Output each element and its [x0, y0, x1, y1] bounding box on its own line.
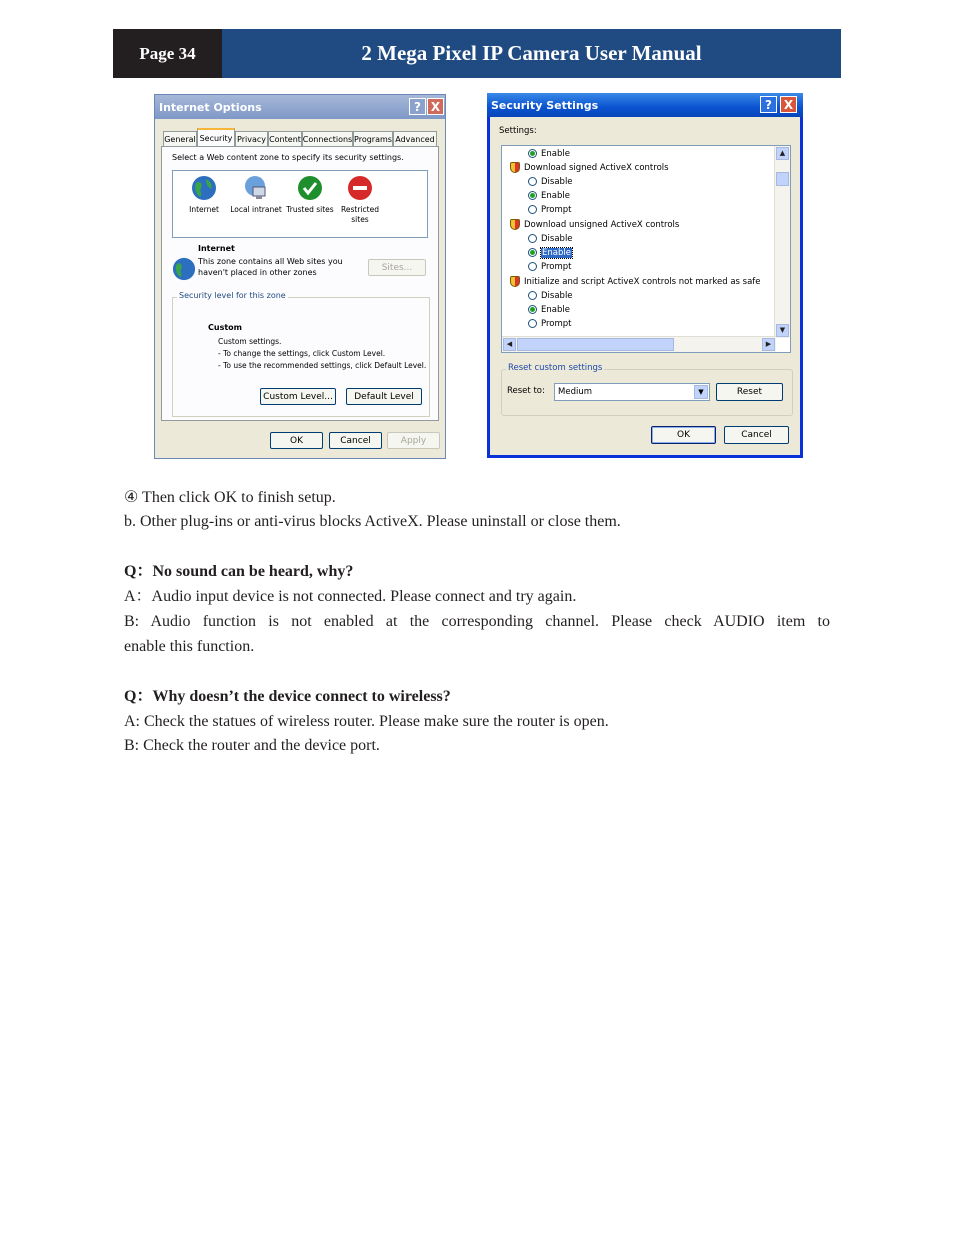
security-level-label: Security level for this zone [179, 291, 286, 300]
security-settings-dialog [487, 93, 803, 458]
computer-globe-icon [243, 175, 269, 201]
tab-security[interactable]: Security [197, 128, 235, 147]
tab-programs[interactable]: Programs [353, 131, 393, 146]
shield-icon [510, 162, 520, 173]
ok-button[interactable]: OK [270, 432, 323, 449]
list-item: Download signed ActiveX controls [510, 161, 669, 174]
custom-line: - To use the recommended settings, click Default Level. [218, 361, 427, 370]
cancel-button[interactable]: Cancel [724, 426, 789, 444]
ok-button[interactable]: OK [651, 426, 716, 444]
list-item[interactable]: Disable [528, 289, 573, 302]
note-b-text: b. Other plug-ins or anti-virus blocks ActiveX. Please uninstall or close them. [124, 513, 621, 530]
radio-button[interactable] [528, 248, 537, 257]
tab-advanced[interactable]: Advanced [393, 131, 437, 146]
reset-to-value: Medium [558, 387, 592, 397]
list-item[interactable]: Enable [528, 147, 570, 160]
custom-level-button[interactable]: Custom Level... [260, 388, 336, 405]
scroll-left-icon[interactable]: ◀ [503, 338, 516, 351]
zone-trusted-sites[interactable] [285, 175, 335, 214]
radio-button[interactable] [528, 262, 537, 271]
zone-description: This zone contains all Web sites you [198, 257, 343, 266]
scroll-up-icon[interactable]: ▲ [776, 147, 789, 160]
list-item[interactable] [528, 246, 572, 259]
zone-description: haven't placed in other zones [198, 268, 317, 277]
horizontal-scrollbar[interactable] [502, 336, 776, 352]
settings-list[interactable] [501, 145, 791, 353]
list-item[interactable]: Prompt [528, 203, 572, 216]
internet-options-title: Internet Options [159, 100, 262, 114]
answer-b-text: B: Check the router and the device port. [124, 737, 380, 754]
custom-title: Custom [208, 323, 242, 332]
globe-icon [172, 257, 196, 281]
zone-title: Internet [198, 244, 235, 253]
restricted-icon [347, 175, 373, 201]
zone-list [172, 170, 428, 238]
close-icon[interactable]: X [427, 98, 444, 115]
radio-button[interactable] [528, 234, 537, 243]
help-icon[interactable]: ? [760, 96, 777, 113]
zone-restricted-sites[interactable] [337, 175, 383, 225]
help-icon[interactable]: ? [409, 98, 426, 115]
settings-label: Settings: [499, 126, 537, 136]
zone-label: Local intranet [230, 205, 282, 214]
answer-a-text: A: Check the statues of wireless router. Please make sure the router is open. [124, 713, 609, 730]
vertical-scrollbar[interactable] [774, 146, 790, 338]
default-level-button[interactable]: Default Level [346, 388, 422, 405]
reset-button[interactable]: Reset [716, 383, 783, 401]
tab-privacy[interactable]: Privacy [235, 131, 268, 146]
custom-line: - To change the settings, click Custom Level. [218, 349, 386, 358]
tab-connections[interactable]: Connections [302, 131, 353, 146]
radio-button[interactable] [528, 305, 537, 314]
radio-button[interactable] [528, 205, 537, 214]
page-number: Page 34 [113, 29, 222, 78]
shield-icon [510, 276, 520, 287]
apply-button[interactable]: Apply [387, 432, 440, 449]
sites-button[interactable]: Sites... [368, 259, 426, 276]
manual-title: 2 Mega Pixel IP Camera User Manual [222, 29, 841, 78]
checkmark-icon [297, 175, 323, 201]
list-item[interactable]: Disable [528, 232, 573, 245]
scroll-down-icon[interactable]: ▼ [776, 324, 789, 337]
zone-label: Restricted sites [341, 205, 379, 224]
radio-button[interactable] [528, 177, 537, 186]
reset-group-label: Reset custom settings [508, 363, 603, 373]
security-tab-panel [161, 146, 439, 421]
scroll-thumb[interactable] [517, 338, 674, 351]
chevron-down-icon[interactable]: ▼ [694, 385, 708, 399]
reset-to-select[interactable] [554, 383, 710, 401]
answer-a-text: A：Audio input device is not connected. Please connect and try again. [124, 588, 577, 605]
radio-button[interactable] [528, 291, 537, 300]
zone-label: Trusted sites [286, 205, 334, 214]
close-icon[interactable]: X [780, 96, 797, 113]
step-4-text: ④ Then click OK to finish setup. [124, 489, 336, 506]
zone-internet[interactable] [181, 175, 227, 214]
answer-b-text-continued: enable this function. [124, 638, 255, 655]
reset-to-label: Reset to: [507, 386, 545, 396]
zone-local-intranet[interactable] [227, 175, 285, 214]
list-item[interactable]: Enable [528, 303, 570, 316]
tab-content[interactable]: Content [268, 131, 302, 146]
list-item: Initialize and script ActiveX controls not marked as safe [510, 275, 761, 288]
selected-option[interactable]: Enable [542, 247, 571, 258]
shield-icon [510, 219, 520, 230]
internet-options-dialog [154, 94, 446, 459]
list-item[interactable]: Enable [528, 189, 570, 202]
question-no-sound: Q：No sound can be heard, why? [124, 563, 354, 580]
question-wireless: Q：Why doesn’t the device connect to wireless? [124, 688, 451, 705]
list-item[interactable]: Prompt [528, 317, 572, 330]
answer-b-text: B: Audio function is not enabled at the corresponding channel. Please check AUDIO item to [124, 613, 830, 630]
list-item[interactable]: Prompt [528, 260, 572, 273]
scroll-thumb[interactable] [776, 172, 789, 186]
globe-icon [191, 175, 217, 201]
radio-button[interactable] [528, 191, 537, 200]
list-item[interactable]: Disable [528, 175, 573, 188]
tab-general[interactable]: General [163, 131, 197, 146]
security-settings-titlebar [487, 93, 803, 117]
custom-line: Custom settings. [218, 337, 282, 346]
zone-label: Internet [189, 205, 219, 214]
security-settings-title: Security Settings [491, 98, 599, 112]
radio-button[interactable] [528, 319, 537, 328]
scroll-right-icon[interactable]: ▶ [762, 338, 775, 351]
list-item: Download unsigned ActiveX controls [510, 218, 679, 231]
zone-prompt: Select a Web content zone to specify its security settings. [172, 153, 404, 162]
radio-button[interactable] [528, 149, 537, 158]
internet-options-titlebar [155, 95, 445, 119]
cancel-button[interactable]: Cancel [329, 432, 382, 449]
